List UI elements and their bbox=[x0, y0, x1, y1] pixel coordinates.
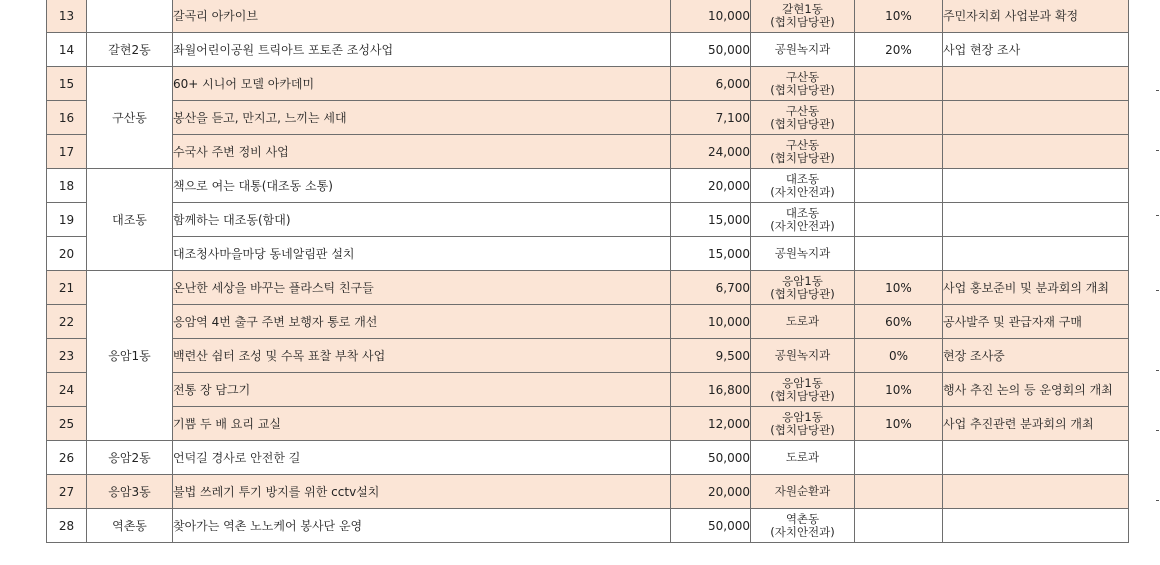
row-number: 19 bbox=[47, 203, 87, 237]
project-name: 찾아가는 역촌 노노케어 봉사단 운영 bbox=[173, 509, 671, 543]
progress-rate bbox=[855, 475, 943, 509]
budget-amount: 10,000 bbox=[671, 305, 751, 339]
project-name: 언덕길 경사로 안전한 길 bbox=[173, 441, 671, 475]
progress-rate bbox=[855, 509, 943, 543]
department-name: 대조동 bbox=[785, 205, 820, 220]
budget-amount: 12,000 bbox=[671, 407, 751, 441]
row-number: 16 bbox=[47, 101, 87, 135]
project-name: 좌월어린이공원 트릭아트 포토존 조성사업 bbox=[173, 33, 671, 67]
department bbox=[751, 0, 855, 33]
project-name: 갈곡리 아카이브 bbox=[173, 0, 671, 33]
table-row bbox=[47, 203, 1129, 237]
department bbox=[751, 67, 855, 101]
edge-tick bbox=[1156, 150, 1159, 151]
dong-cell bbox=[87, 0, 173, 33]
dong-cell: 응암1동 bbox=[87, 271, 173, 441]
table-row bbox=[47, 373, 1129, 407]
progress-rate: 20% bbox=[855, 33, 943, 67]
department-name: 공원녹지과 bbox=[774, 348, 831, 362]
project-name: 봉산을 듣고, 만지고, 느끼는 세대 bbox=[173, 101, 671, 135]
dong-cell: 응암2동 bbox=[87, 441, 173, 475]
budget-amount: 7,100 bbox=[671, 101, 751, 135]
department-name: 갈현1동 bbox=[782, 1, 823, 16]
budget-amount: 50,000 bbox=[671, 509, 751, 543]
department bbox=[751, 101, 855, 135]
row-number: 18 bbox=[47, 169, 87, 203]
row-number: 20 bbox=[47, 237, 87, 271]
table-row bbox=[47, 475, 1129, 509]
progress-note bbox=[943, 67, 1129, 101]
progress-note: 사업 추진관련 분과회의 개최 bbox=[943, 407, 1129, 441]
progress-rate: 10% bbox=[855, 407, 943, 441]
department-name: 대조동 bbox=[785, 171, 820, 186]
project-name: 대조청사마을마당 동네알림판 설치 bbox=[173, 237, 671, 271]
dong-cell: 갈현2동 bbox=[87, 33, 173, 67]
row-number: 14 bbox=[47, 33, 87, 67]
budget-amount: 20,000 bbox=[671, 475, 751, 509]
progress-rate bbox=[855, 441, 943, 475]
table-row bbox=[47, 305, 1129, 339]
department-name: 응암1동 bbox=[782, 375, 823, 390]
dong-cell: 역촌동 bbox=[87, 509, 173, 543]
row-number: 24 bbox=[47, 373, 87, 407]
department-sub: (협치담당관) bbox=[770, 422, 835, 437]
department-name: 자원순환과 bbox=[774, 484, 831, 498]
row-number: 28 bbox=[47, 509, 87, 543]
budget-amount: 6,700 bbox=[671, 271, 751, 305]
progress-note bbox=[943, 135, 1129, 169]
department-name: 도로과 bbox=[785, 314, 820, 328]
table-row bbox=[47, 169, 1129, 203]
department-sub: (협치담당관) bbox=[770, 150, 835, 165]
row-number: 17 bbox=[47, 135, 87, 169]
progress-note bbox=[943, 509, 1129, 543]
project-name: 기쁨 두 배 요리 교실 bbox=[173, 407, 671, 441]
department-name: 응암1동 bbox=[782, 409, 823, 424]
department-sub: (협치담당관) bbox=[770, 14, 835, 29]
progress-rate bbox=[855, 169, 943, 203]
budget-amount: 9,500 bbox=[671, 339, 751, 373]
project-name: 불법 쓰레기 투기 방지를 위한 cctv설치 bbox=[173, 475, 671, 509]
progress-note: 공사발주 및 관급자재 구매 bbox=[943, 305, 1129, 339]
department-sub: (협치담당관) bbox=[770, 286, 835, 301]
progress-rate: 10% bbox=[855, 0, 943, 33]
department-sub: (자치안전과) bbox=[770, 524, 835, 539]
row-number: 22 bbox=[47, 305, 87, 339]
department bbox=[751, 237, 855, 271]
row-number: 21 bbox=[47, 271, 87, 305]
project-name: 응암역 4번 출구 주변 보행자 통로 개선 bbox=[173, 305, 671, 339]
department-sub: (협치담당관) bbox=[770, 116, 835, 131]
row-number: 15 bbox=[47, 67, 87, 101]
department-name: 역촌동 bbox=[785, 511, 820, 526]
department-name: 구산동 bbox=[785, 137, 820, 152]
budget-amount: 10,000 bbox=[671, 0, 751, 33]
budget-amount: 6,000 bbox=[671, 67, 751, 101]
edge-tick bbox=[1156, 290, 1159, 291]
progress-note: 현장 조사중 bbox=[943, 339, 1129, 373]
progress-note bbox=[943, 237, 1129, 271]
edge-tick bbox=[1156, 430, 1159, 431]
dong-cell: 대조동 bbox=[87, 169, 173, 271]
project-name: 책으로 여는 대통(대조동 소통) bbox=[173, 169, 671, 203]
progress-note bbox=[943, 101, 1129, 135]
progress-note bbox=[943, 475, 1129, 509]
participatory-budget-table bbox=[46, 0, 1129, 543]
table-row bbox=[47, 101, 1129, 135]
dong-cell: 구산동 bbox=[87, 67, 173, 169]
department-sub: (협치담당관) bbox=[770, 388, 835, 403]
dong-cell: 응암3동 bbox=[87, 475, 173, 509]
table-row bbox=[47, 441, 1129, 475]
progress-rate: 10% bbox=[855, 373, 943, 407]
department-name: 공원녹지과 bbox=[774, 42, 831, 56]
progress-note bbox=[943, 169, 1129, 203]
budget-amount: 15,000 bbox=[671, 237, 751, 271]
department bbox=[751, 305, 855, 339]
row-number: 27 bbox=[47, 475, 87, 509]
row-number: 25 bbox=[47, 407, 87, 441]
budget-amount: 24,000 bbox=[671, 135, 751, 169]
department-sub: (자치안전과) bbox=[770, 184, 835, 199]
department-sub: (협치담당관) bbox=[770, 82, 835, 97]
department-name: 구산동 bbox=[785, 103, 820, 118]
department-sub: (자치안전과) bbox=[770, 218, 835, 233]
department bbox=[751, 441, 855, 475]
progress-rate bbox=[855, 237, 943, 271]
project-name: 전통 장 담그기 bbox=[173, 373, 671, 407]
budget-amount: 15,000 bbox=[671, 203, 751, 237]
edge-tick bbox=[1156, 215, 1159, 216]
progress-rate bbox=[855, 135, 943, 169]
progress-note: 사업 홍보준비 및 분과회의 개최 bbox=[943, 271, 1129, 305]
table-row bbox=[47, 509, 1129, 543]
department-name: 구산동 bbox=[785, 69, 820, 84]
table-row bbox=[47, 407, 1129, 441]
progress-rate bbox=[855, 101, 943, 135]
progress-note bbox=[943, 203, 1129, 237]
department bbox=[751, 509, 855, 543]
row-number: 13 bbox=[47, 0, 87, 33]
department bbox=[751, 339, 855, 373]
table-row bbox=[47, 135, 1129, 169]
budget-amount: 50,000 bbox=[671, 441, 751, 475]
progress-rate: 10% bbox=[855, 271, 943, 305]
department bbox=[751, 407, 855, 441]
edge-tick bbox=[1156, 370, 1159, 371]
progress-note: 주민자치회 사업분과 확정 bbox=[943, 0, 1129, 33]
table-row bbox=[47, 237, 1129, 271]
progress-rate: 0% bbox=[855, 339, 943, 373]
department bbox=[751, 271, 855, 305]
row-number: 26 bbox=[47, 441, 87, 475]
row-number: 23 bbox=[47, 339, 87, 373]
budget-amount: 50,000 bbox=[671, 33, 751, 67]
budget-amount: 16,800 bbox=[671, 373, 751, 407]
progress-note: 사업 현장 조사 bbox=[943, 33, 1129, 67]
project-name: 함께하는 대조동(함대) bbox=[173, 203, 671, 237]
department-name: 도로과 bbox=[785, 450, 820, 464]
budget-amount: 20,000 bbox=[671, 169, 751, 203]
table-row bbox=[47, 0, 1129, 33]
project-name: 수국사 주변 정비 사업 bbox=[173, 135, 671, 169]
department bbox=[751, 135, 855, 169]
department-name: 공원녹지과 bbox=[774, 246, 831, 260]
progress-rate bbox=[855, 67, 943, 101]
department bbox=[751, 169, 855, 203]
table-row bbox=[47, 339, 1129, 373]
department bbox=[751, 475, 855, 509]
progress-rate bbox=[855, 203, 943, 237]
table-row bbox=[47, 271, 1129, 305]
table-row bbox=[47, 67, 1129, 101]
department bbox=[751, 373, 855, 407]
department bbox=[751, 203, 855, 237]
project-name: 백련산 쉼터 조성 및 수목 표찰 부착 사업 bbox=[173, 339, 671, 373]
progress-note: 행사 추진 논의 등 운영회의 개최 bbox=[943, 373, 1129, 407]
edge-tick bbox=[1156, 90, 1159, 91]
progress-note bbox=[943, 441, 1129, 475]
department-name: 응암1동 bbox=[782, 273, 823, 288]
project-name: 60+ 시니어 모델 아카데미 bbox=[173, 67, 671, 101]
edge-tick bbox=[1156, 500, 1159, 501]
project-name: 온난한 세상을 바꾸는 플라스틱 친구들 bbox=[173, 271, 671, 305]
progress-rate: 60% bbox=[855, 305, 943, 339]
table-row bbox=[47, 33, 1129, 67]
department bbox=[751, 33, 855, 67]
